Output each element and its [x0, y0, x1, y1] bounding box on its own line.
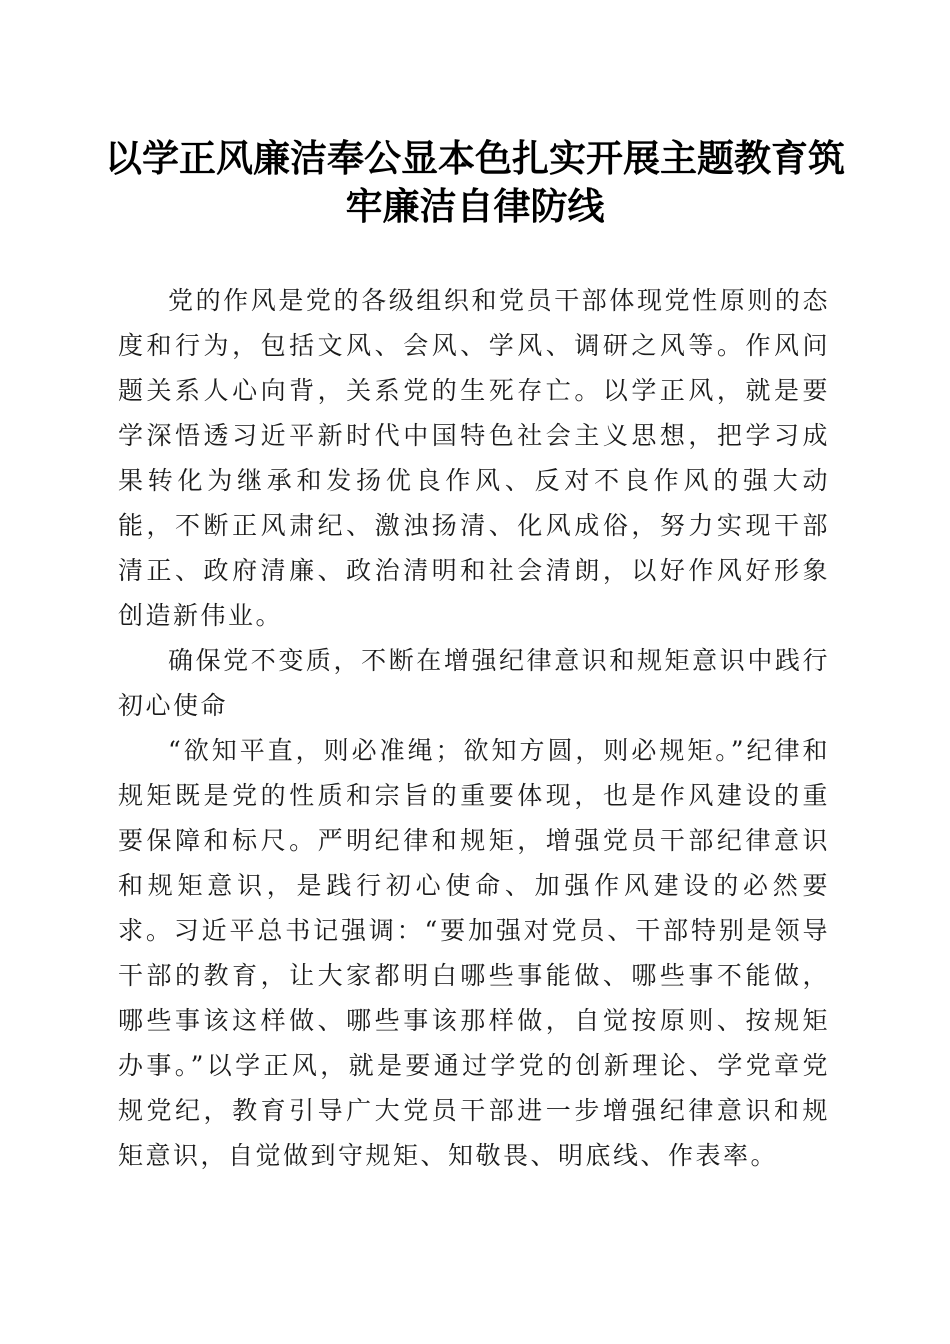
- document-body: [118, 278, 830, 1178]
- paragraph-section-heading: 确保党不变质，不断在增强纪律意识和规矩意识中践行初心使命: [118, 646, 830, 720]
- paragraph-intro: 党的作风是党的各级组织和党员干部体现党性原则的态度和行为，包括文风、会风、学风、调研之风等。作风问题关系人心向背，关系党的生死存亡。以学正风，就是要学深悟透习近平新时代中国特色社会主义思想，把学习成果转化为继承和发扬优良作风、反对不良作风的强大动能，不断正风肃纪、激浊扬清、化风成俗，努力实现干部清正、政府清廉、政治清明和社会清朗，以好作风好形象创造新伟业。: [118, 286, 830, 630]
- paragraph-discipline: “欲知平直，则必准绳；欲知方圆，则必规矩。”纪律和规矩既是党的性质和宗旨的重要体现，也是作风建设的重要保障和标尺。严明纪律和规矩，增强党员干部纪律意识和规矩意识，是践行初心使命、加强作风建设的必然要求。习近平总书记强调：“要加强对党员、干部特别是领导干部的教育，让大家都明白哪些事能做、哪些事不能做，哪些事该这样做、哪些事该那样做，自觉按原则、按规矩办事。”以学正风，就是要通过学党的创新理论、学党章党规党纪，教育引导广大党员干部进一步增强纪律意识和规矩意识，自觉做到守规矩、知敬畏、明底线、作表率。: [118, 736, 830, 1170]
- document-title: 以学正风廉洁奉公显本色扎实开展主题教育筑牢廉洁自律防线: [105, 136, 845, 228]
